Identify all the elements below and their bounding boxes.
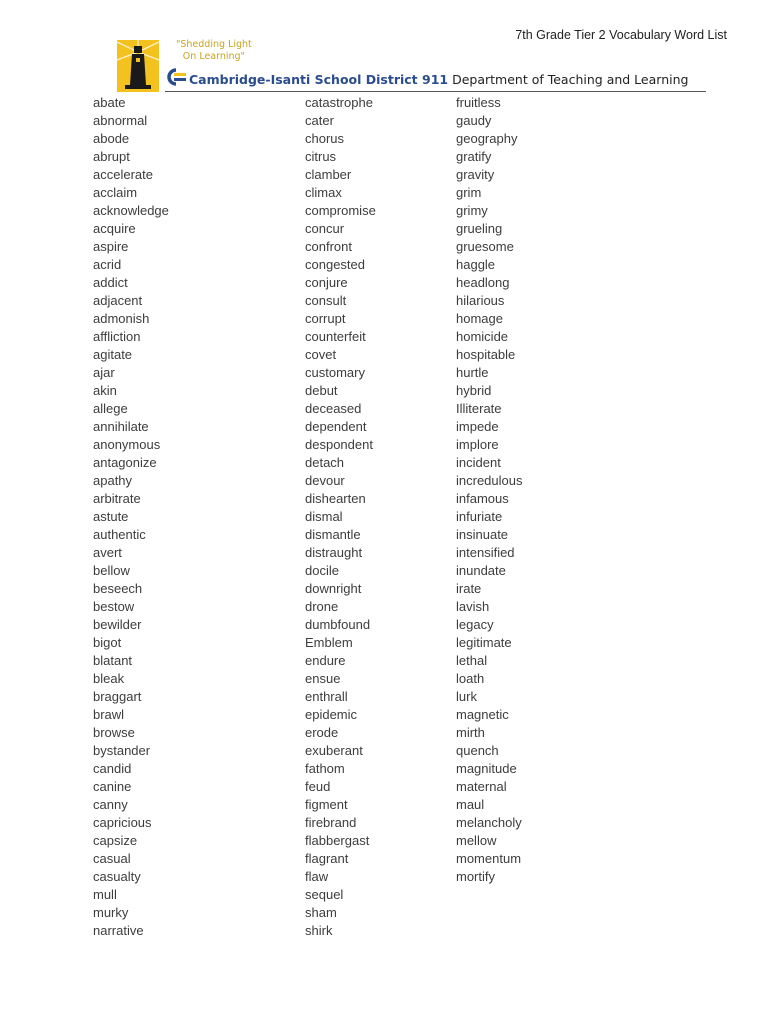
vocabulary-word: erode	[305, 725, 339, 740]
vocabulary-word: lavish	[456, 599, 490, 614]
vocabulary-word: flaw	[305, 869, 329, 884]
vocabulary-word: casualty	[93, 869, 141, 884]
vocabulary-word: mull	[93, 887, 117, 902]
vocabulary-word: canny	[93, 797, 128, 812]
vocabulary-word: Illiterate	[456, 401, 502, 416]
vocabulary-word: anonymous	[93, 437, 161, 452]
vocabulary-word: insinuate	[456, 527, 509, 542]
vocabulary-word: bigot	[93, 635, 122, 650]
vocabulary-word: authentic	[93, 527, 146, 542]
vocabulary-word: addict	[93, 275, 128, 290]
vocabulary-word: gravity	[456, 167, 495, 182]
vocabulary-word: adjacent	[93, 293, 143, 308]
vocabulary-word: capsize	[93, 833, 138, 848]
vocabulary-word: capricious	[93, 815, 152, 830]
header-divider	[165, 91, 706, 92]
vocabulary-word: acquire	[93, 221, 136, 236]
vocabulary-word: irate	[456, 581, 482, 596]
vocabulary-word: narrative	[93, 923, 144, 938]
vocabulary-word: climax	[305, 185, 342, 200]
vocabulary-word: murky	[93, 905, 129, 920]
vocabulary-word: cater	[305, 113, 334, 128]
vocabulary-word: gruesome	[456, 239, 514, 254]
vocabulary-word: aspire	[93, 239, 129, 254]
vocabulary-word: legitimate	[456, 635, 512, 650]
vocabulary-word: legacy	[456, 617, 494, 632]
vocabulary-word: abrupt	[93, 149, 130, 164]
vocabulary-word: headlong	[456, 275, 510, 290]
vocabulary-word: antagonize	[93, 455, 157, 470]
vocabulary-word: corrupt	[305, 311, 346, 326]
vocabulary-word: bellow	[93, 563, 130, 578]
tagline	[176, 39, 252, 63]
vocabulary-word: conjure	[305, 275, 348, 290]
vocabulary-word: beseech	[93, 581, 143, 596]
vocabulary-word: dishearten	[305, 491, 366, 506]
word-column-3	[456, 94, 523, 886]
vocabulary-word: chorus	[305, 131, 345, 146]
district-name: Cambridge-Isanti School District 911	[189, 72, 449, 87]
vocabulary-word: bleak	[93, 671, 125, 686]
vocabulary-word: bewilder	[93, 617, 142, 632]
vocabulary-word: abode	[93, 131, 130, 146]
vocabulary-word: grueling	[456, 221, 503, 236]
vocabulary-word: ajar	[93, 365, 115, 380]
vocabulary-word: grim	[456, 185, 482, 200]
vocabulary-word: maternal	[456, 779, 507, 794]
vocabulary-word: astute	[93, 509, 129, 524]
vocabulary-word: acclaim	[93, 185, 138, 200]
vocabulary-word: catastrophe	[305, 95, 373, 110]
vocabulary-word: maul	[456, 797, 485, 812]
vocabulary-word: sequel	[305, 887, 344, 902]
vocabulary-word: covet	[305, 347, 337, 362]
vocabulary-word: browse	[93, 725, 135, 740]
vocabulary-word: shirk	[305, 923, 333, 938]
vocabulary-word: Emblem	[305, 635, 353, 650]
vocabulary-word: dismal	[305, 509, 343, 524]
tagline-line-2: On Learning"	[182, 51, 245, 62]
vocabulary-word: grimy	[456, 203, 488, 218]
vocabulary-word: candid	[93, 761, 132, 776]
vocabulary-word: magnetic	[456, 707, 509, 722]
vocabulary-word: gaudy	[456, 113, 492, 128]
vocabulary-word: blatant	[93, 653, 133, 668]
vocabulary-word: dismantle	[305, 527, 361, 542]
vocabulary-word: flabbergast	[305, 833, 370, 848]
vocabulary-word: loath	[456, 671, 485, 686]
vocabulary-word: hybrid	[456, 383, 492, 398]
vocabulary-word: enthrall	[305, 689, 348, 704]
vocabulary-word: consult	[305, 293, 347, 308]
vocabulary-word: agitate	[93, 347, 133, 362]
vocabulary-word: homicide	[456, 329, 509, 344]
vocabulary-word: gratify	[456, 149, 492, 164]
vocabulary-word: figment	[305, 797, 348, 812]
department-name: Department of Teaching and Learning	[452, 72, 689, 87]
vocabulary-word: hurtle	[456, 365, 489, 380]
vocabulary-word: melancholy	[456, 815, 522, 830]
vocabulary-word: arbitrate	[93, 491, 141, 506]
vocabulary-word: haggle	[456, 257, 496, 272]
word-column-1	[93, 94, 169, 940]
vocabulary-word: abnormal	[93, 113, 148, 128]
vocabulary-word: despondent	[305, 437, 373, 452]
vocabulary-word: fruitless	[456, 95, 501, 110]
vocabulary-word: lethal	[456, 653, 488, 668]
vocabulary-word: mortify	[456, 869, 495, 884]
vocabulary-word: infuriate	[456, 509, 503, 524]
vocabulary-word: debut	[305, 383, 338, 398]
vocabulary-word: customary	[305, 365, 365, 380]
vocabulary-word: acknowledge	[93, 203, 169, 218]
vocabulary-word: ensue	[305, 671, 341, 686]
word-column-2	[305, 94, 376, 940]
vocabulary-word: concur	[305, 221, 345, 236]
vocabulary-word: abate	[93, 95, 126, 110]
vocabulary-word: affliction	[93, 329, 141, 344]
lighthouse-icon	[117, 40, 159, 92]
vocabulary-word: confront	[305, 239, 352, 254]
vocabulary-word: casual	[93, 851, 131, 866]
vocabulary-word: dumbfound	[305, 617, 371, 632]
vocabulary-word: clamber	[305, 167, 352, 182]
vocabulary-word: drone	[305, 599, 339, 614]
vocabulary-word: flagrant	[305, 851, 349, 866]
vocabulary-word: bystander	[93, 743, 151, 758]
vocabulary-word: accelerate	[93, 167, 153, 182]
vocabulary-word: canine	[93, 779, 132, 794]
vocabulary-word: infamous	[456, 491, 509, 506]
vocabulary-word: lurk	[456, 689, 477, 704]
vocabulary-word: acrid	[93, 257, 122, 272]
tagline-line-1: "Shedding Light	[176, 39, 252, 50]
vocabulary-word: quench	[456, 743, 499, 758]
vocabulary-word: devour	[305, 473, 345, 488]
vocabulary-word: feud	[305, 779, 331, 794]
vocabulary-word: compromise	[305, 203, 376, 218]
vocabulary-word: citrus	[305, 149, 337, 164]
vocabulary-word: downright	[305, 581, 362, 596]
vocabulary-word: homage	[456, 311, 503, 326]
district-mark-icon	[165, 68, 187, 86]
vocabulary-word: counterfeit	[305, 329, 366, 344]
document-header	[114, 38, 706, 94]
vocabulary-word: admonish	[93, 311, 150, 326]
vocabulary-word: dependent	[305, 419, 367, 434]
vocabulary-word: momentum	[456, 851, 522, 866]
vocabulary-word: implore	[456, 437, 499, 452]
vocabulary-word: fathom	[305, 761, 345, 776]
vocabulary-word: brawl	[93, 707, 125, 722]
vocabulary-word: exuberant	[305, 743, 363, 758]
vocabulary-word: hospitable	[456, 347, 516, 362]
vocabulary-word: endure	[305, 653, 346, 668]
vocabulary-word: docile	[305, 563, 339, 578]
vocabulary-word: bestow	[93, 599, 135, 614]
vocabulary-word: deceased	[305, 401, 362, 416]
vocabulary-word: distraught	[305, 545, 363, 560]
vocabulary-word: allege	[93, 401, 128, 416]
vocabulary-word: magnitude	[456, 761, 517, 776]
vocabulary-word: incident	[456, 455, 501, 470]
vocabulary-word: akin	[93, 383, 117, 398]
vocabulary-word: incredulous	[456, 473, 523, 488]
vocabulary-word: mellow	[456, 833, 497, 848]
vocabulary-word: inundate	[456, 563, 506, 578]
vocabulary-word: congested	[305, 257, 365, 272]
page-title: 7th Grade Tier 2 Vocabulary Word List	[515, 28, 727, 42]
vocabulary-word: hilarious	[456, 293, 505, 308]
vocabulary-word: detach	[305, 455, 345, 470]
vocabulary-word: firebrand	[305, 815, 357, 830]
vocabulary-word: intensified	[456, 545, 515, 560]
vocabulary-word: sham	[305, 905, 337, 920]
vocabulary-word: braggart	[93, 689, 142, 704]
vocabulary-word: impede	[456, 419, 499, 434]
vocabulary-word: annihilate	[93, 419, 149, 434]
vocabulary-word: geography	[456, 131, 518, 146]
vocabulary-word: avert	[93, 545, 122, 560]
vocabulary-word: mirth	[456, 725, 485, 740]
vocabulary-word: apathy	[93, 473, 133, 488]
district-line	[189, 72, 688, 87]
vocabulary-word: epidemic	[305, 707, 358, 722]
